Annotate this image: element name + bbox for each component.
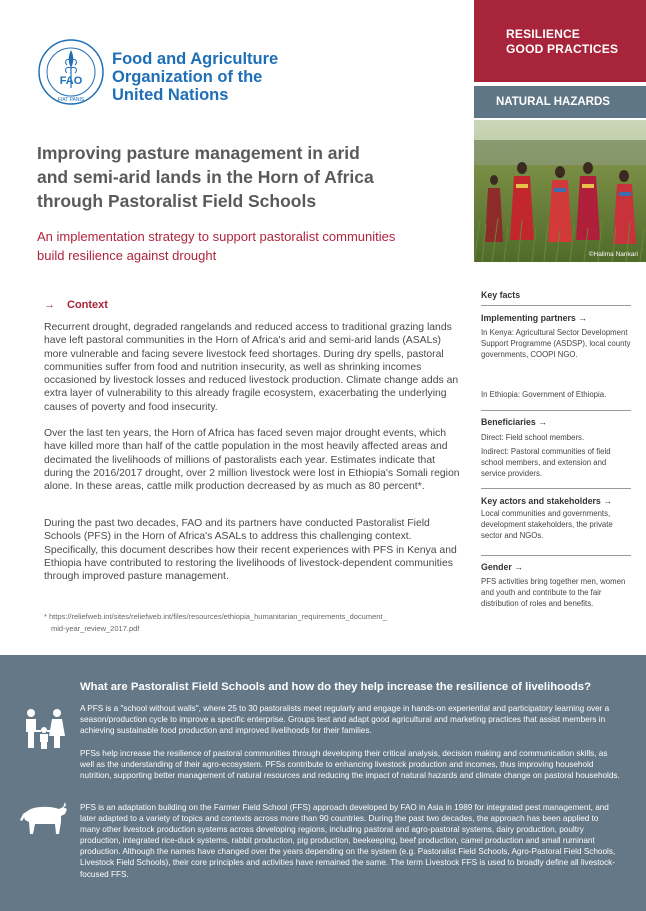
- footnote-line-1: * https://reliefweb.int/sites/reliefweb.int/files/resources/ethiopia_humanitarian_requirements_document_: [44, 612, 387, 621]
- organization-name: [112, 50, 278, 104]
- partners-kenya: In Kenya: Agricultural Sector Development Support Programme (ASDSP), local county governments, COOPI NGO.: [481, 328, 631, 359]
- arrow-right-icon: →: [44, 299, 55, 311]
- cow-icon: [19, 800, 69, 836]
- logo-text: FAO: [59, 75, 83, 87]
- page-subtitle: [37, 227, 437, 265]
- org-line-2: Organization of the: [112, 68, 263, 86]
- family-icon: [22, 708, 66, 750]
- title-line-2: and semi-arid lands in the Horn of Africa: [37, 167, 374, 187]
- context-paragraph-1: Recurrent drought, degraded rangelands and reduced access to traditional grazing lands have left pastoral communities in the Horn of Africa's arid and semi-arid lands (ASALs) more vulnerable and facing severe livestock feed shortages. During dry spells, pastoral communities suffer from food and nutrition insecurity, as well as shrinking incomes occasioned by livestock losses and reduced livestock production. Climate change adds an extra layer of vulnerability to this already fragile ecosystem, exacerbating the underlying causes of poverty and food insecurity.: [44, 322, 459, 413]
- band-paragraph-1: A PFS is a "school without walls", where 25 to 30 pastoralists meet regularly and engage in hands-on experiential and participatory learning over a season/production cycle to improve a specific enterprise. Groups test and adapt good agricultural and marketing practices that assist members in achieving sustainable food production and improved livelihoods for their families.: [80, 704, 610, 736]
- band-paragraph-3: PFS is an adaptation building on the Farmer Field School (FFS) approach developed by FAO in Asia in 1989 for integrated pest management, and later adapted to a variety of topics and contexts across more than 90 countries. During the past two decades, the approach has been applied to many other livestock production systems across developing regions, including pastoral and agro-pastoral systems, dairy production, poultry production, integrated rice-duck systems, rabbit production, pig production, beekeeping, beef production, camel production and small ruminant production. Although the names have changed over the years depending on the system (e.g. Pastoralist Field Schools, Agro-Pastoral Field Schools, Livestock Field Schools), their core principles and activities have remained the same. The term Livestock FFS is used to broadly define all livestock-focused FFS.: [80, 803, 616, 879]
- beneficiaries-heading: Beneficiaries →: [481, 417, 548, 427]
- category-label: NATURAL HAZARDS: [496, 96, 610, 108]
- divider: [481, 305, 631, 306]
- title-line-1: Improving pasture management in arid: [37, 143, 360, 163]
- pastoralists-photo-illustration: [474, 120, 646, 262]
- context-paragraph-2: Over the last ten years, the Horn of Africa has faced seven major drought events, which have killed more than half of the cattle population in the most heavily affected areas and decimated the livelihoods of millions of pastoralists each year. Estimates indicate that during the 2016/2017 drought, over 2 million livestock were lost in Ethiopia's Somali region alone. In these areas, cattle milk production decreased by as much as 80 percent*.: [44, 428, 460, 493]
- band-paragraph-2: PFSs help increase the resilience of pastoral communities through developing their critical analysis, decision making and communication skills, as well as the understanding of their agro-ecosystem. PFSs contribute to enhancing livestock production and incomes, thus improving household nutrition, supporting better management of natural resources and reducing the impact of natural hazards and climate change on pastoral households.: [80, 749, 620, 781]
- fao-logo: [37, 38, 105, 106]
- series-tag-line-2: GOOD PRACTICES: [506, 42, 619, 56]
- category-tag: [474, 86, 646, 118]
- context-heading-text: Context: [67, 299, 108, 311]
- partners-heading: Implementing partners →: [481, 313, 588, 323]
- band-title: What are Pastoralist Field Schools and how do they help increase the resilience of livelihoods?: [80, 681, 591, 693]
- context-paragraph-3: During the past two decades, FAO and its partners have conducted Pastoralist Field Schools (PFS) in the Horn of Africa's ASALs to address this challenging context. Specifically, this document describes how their recent experiences with PFS in Kenya and Ethiopia have contributed to restoring the livelihoods of livestock-dependent communities through improved pasture management.: [44, 518, 457, 583]
- series-tag-line-1: RESILIENCE: [506, 27, 581, 41]
- key-facts-heading: Key facts: [481, 290, 521, 300]
- org-line-1: Food and Agriculture: [112, 50, 279, 68]
- subtitle-line-2: build resilience against drought: [37, 248, 217, 263]
- logo-motto: FIAT PANIS: [57, 97, 85, 103]
- org-line-3: United Nations: [112, 86, 229, 104]
- footnote-line-2: mid-year_review_2017.pdf: [51, 624, 140, 633]
- divider: [481, 410, 631, 411]
- title-line-3: through Pastoralist Field Schools: [37, 191, 317, 211]
- cover-photo: [474, 120, 646, 262]
- series-tag: [474, 0, 646, 82]
- gender-heading: Gender →: [481, 562, 524, 572]
- beneficiaries-indirect: Indirect: Pastoral communities of field school members, and extension and service providers.: [481, 447, 611, 478]
- beneficiaries-direct: Direct: Field school members.: [481, 433, 585, 442]
- subtitle-line-1: An implementation strategy to support pastoralist communities: [37, 229, 396, 244]
- actors-heading: Key actors and stakeholders →: [481, 496, 613, 506]
- actors-text: Local communities and governments, development stakeholders, the private sector and NGOs.: [481, 509, 613, 540]
- footnote: [44, 611, 464, 635]
- page-title: [37, 141, 457, 213]
- divider: [481, 555, 631, 556]
- partners-ethiopia: In Ethiopia: Government of Ethiopia.: [481, 390, 607, 399]
- photo-credit: ©Halima Nankari: [588, 251, 638, 258]
- context-heading: [44, 299, 120, 311]
- gender-text: PFS activities bring together men, women and youth and contribute to the fair distribution of roles and benefits.: [481, 577, 626, 608]
- divider: [481, 488, 631, 489]
